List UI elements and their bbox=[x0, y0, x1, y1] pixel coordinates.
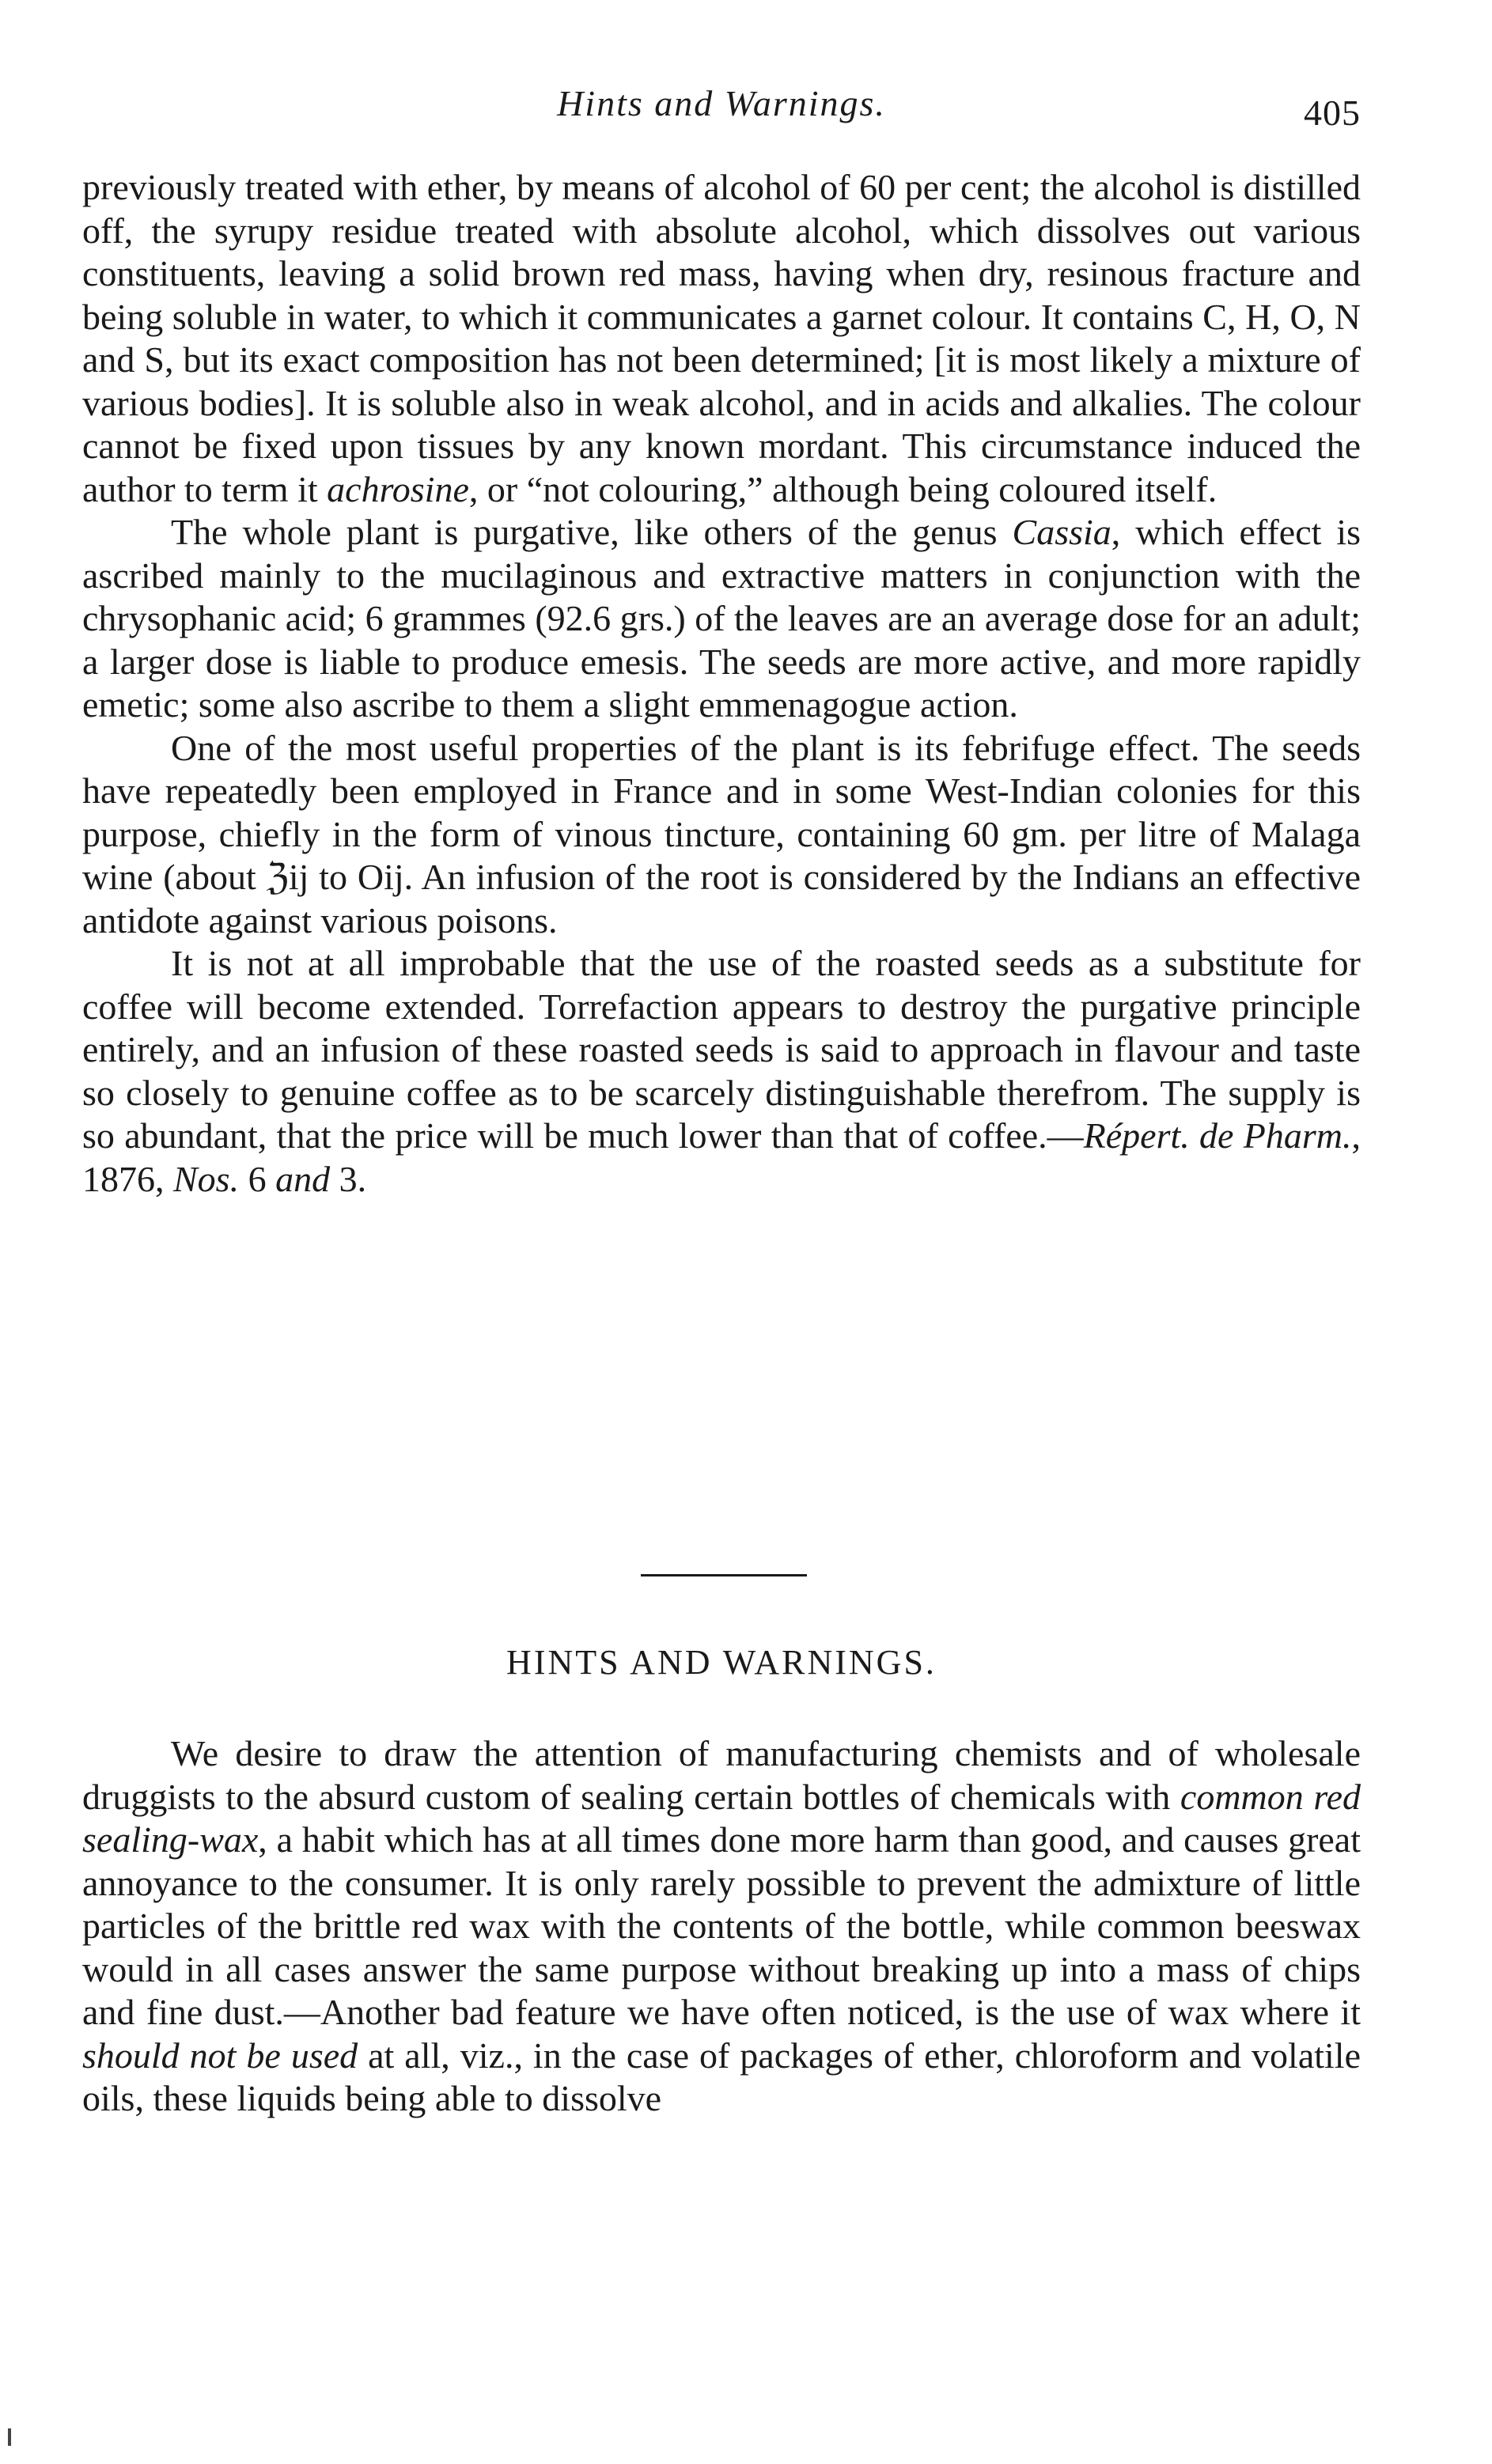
genus-name: Cassia bbox=[1012, 512, 1111, 552]
paragraph-text: previously treated with ether, by means of alcohol of 60 per cent; the alcohol is distilled off, the syrupy residue treated with absolute alcohol, which dissolves out various constituents, leaving a solid brown red mass, having when dry, resinous fracture and being soluble in water, to which it communicates a garnet colour. It contains C, H, O, N and S, but its exact composition has not been determined; [it is most likely a mixture of various bodies]. It is soluble also in weak alcohol, and in acids and alkalies. The colour cannot be fixed upon tissues by any known mordant. This circumstance induced the author to term it bbox=[82, 167, 1361, 509]
citation-year: , 1876, bbox=[82, 1115, 1361, 1199]
section-heading: HINTS AND WARNINGS. bbox=[506, 1643, 937, 1682]
page-number: 405 bbox=[1304, 93, 1361, 133]
paragraph-text: The whole plant is purgative, like others of the genus bbox=[171, 512, 1013, 552]
paragraph-coffee bbox=[82, 942, 1361, 1201]
citation-number: 3. bbox=[330, 1158, 367, 1199]
section-divider bbox=[641, 1574, 807, 1576]
article-continuation bbox=[82, 166, 1361, 1201]
citation-journal: Répert. de Pharm. bbox=[1083, 1115, 1352, 1156]
paragraph-achrosine bbox=[82, 166, 1361, 511]
running-head bbox=[82, 82, 1361, 138]
paragraph-purgative bbox=[82, 511, 1361, 727]
section-body bbox=[82, 1732, 1361, 2121]
emphasis-sealing-wax: common red sealing-wax bbox=[82, 1776, 1361, 1860]
term-achrosine: achrosine bbox=[327, 468, 469, 509]
print-speck bbox=[8, 2428, 11, 2446]
paragraph-text: , a habit which has at all times done more harm than good, and causes great annoyance to the consumer. It is only rarely possible to prevent the admixture of little particles of the brittle red wax with the contents of the bottle, while common beeswax would in all cases answer the same purpose without breaking up into a mass of chips and fine dust.—Another bad feature we have often noticed, is the use of wax where it bbox=[82, 1819, 1361, 2032]
paragraph-text: It is not at all improbable that the use of the roasted seeds as a substitute for coffee will become extended. Torrefaction appears to destroy the purgative principle entirely, and an infusion of these roasted seeds is said to approach in flavour and taste so closely to genuine coffee as to be scarcely distinguishable therefrom. The supply is so abundant, that the price will be much lower than that of coffee.— bbox=[82, 943, 1361, 1156]
paragraph-febrifuge: One of the most useful properties of the plant is its febrifuge effect. The seeds have repeatedly been employed in France and in some West-Indian colonies for this purpose, chiefly in the form of vinous tincture, containing 60 gm. per litre of Malaga wine (about ℨij to Oij. An infusion of the root is considered by the Indians an effective antidote against various poisons. bbox=[82, 727, 1361, 941]
paragraph-sealing-wax bbox=[82, 1732, 1361, 2121]
running-title: Hints and Warnings. bbox=[557, 83, 886, 123]
citation-and: and bbox=[275, 1158, 331, 1199]
citation-number: 6 bbox=[239, 1158, 276, 1199]
paragraph-text: We desire to draw the attention of manufacturing chemists and of wholesale druggists to the absurd custom of sealing certain bottles of chemicals with bbox=[82, 1733, 1361, 1817]
paragraph-text: , which effect is ascribed mainly to the mucilaginous and extractive matters in conjunction with the chrysophanic acid; 6 grammes (92.6 grs.) of the leaves are an average dose for an adult; a larger dose is liable to produce emesis. The seeds are more active, and more rapidly emetic; some also ascribe to them a slight emmenagogue action. bbox=[82, 512, 1361, 725]
emphasis-not-used: should not be used bbox=[82, 2034, 358, 2076]
paragraph-text: at all, viz., in the case of packages of ether, chloroform and volatile oils, these liquids being able to dissolve bbox=[82, 2034, 1361, 2118]
citation-nos: Nos. bbox=[173, 1158, 240, 1199]
paragraph-text: , or “not colouring,” although being coloured itself. bbox=[468, 468, 1217, 509]
